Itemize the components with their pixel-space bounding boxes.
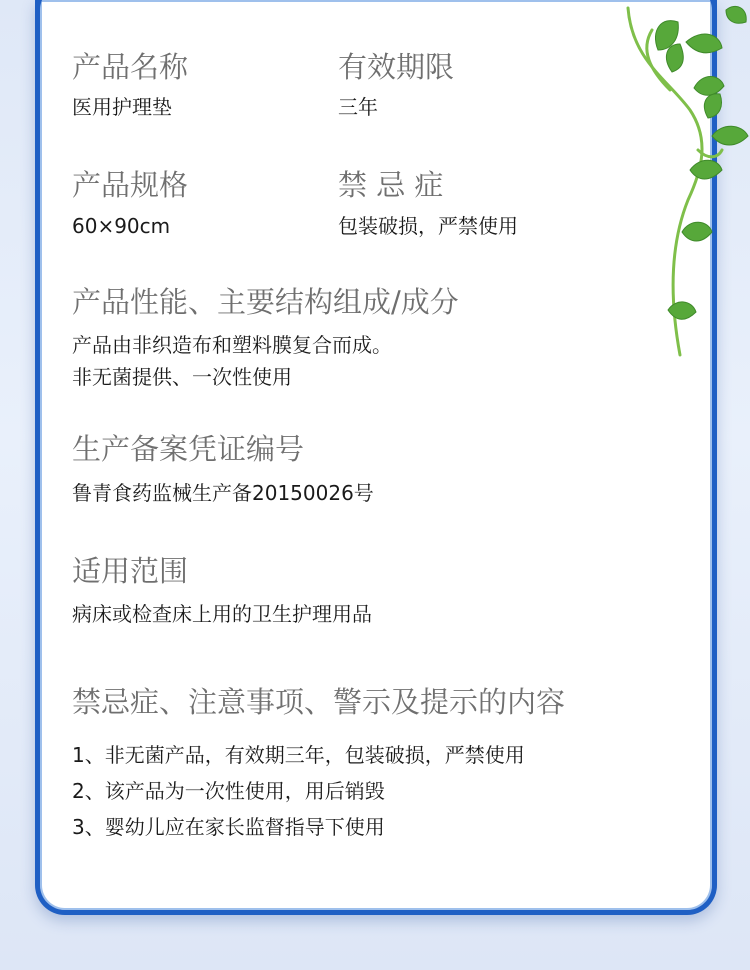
scope-heading: 适用范围 bbox=[72, 554, 189, 588]
record-heading: 生产备案凭证编号 bbox=[72, 432, 305, 466]
spec-value: 60×90cm bbox=[72, 214, 171, 238]
product-name-heading: 产品名称 bbox=[72, 50, 189, 84]
performance-line: 产品由非织造布和塑料膜复合而成。 bbox=[72, 333, 392, 357]
contraindication-value: 包装破损，严禁使用 bbox=[338, 214, 518, 238]
record-value: 鲁青食药监械生产备20150026号 bbox=[72, 481, 374, 505]
performance-heading: 产品性能、主要结构组成/成分 bbox=[72, 285, 459, 319]
validity-heading: 有效期限 bbox=[338, 50, 455, 84]
contraindication-heading: 禁 忌 症 bbox=[338, 168, 444, 202]
scope-value: 病床或检查床上用的卫生护理用品 bbox=[72, 602, 372, 626]
notes-line: 2、该产品为一次性使用，用后销毁 bbox=[72, 779, 385, 803]
product-name-value: 医用护理垫 bbox=[72, 95, 172, 119]
performance-line: 非无菌提供、一次性使用 bbox=[72, 365, 292, 389]
vine-decoration-icon bbox=[610, 0, 750, 370]
spec-heading: 产品规格 bbox=[72, 168, 189, 202]
notes-line: 1、非无菌产品，有效期三年，包装破损，严禁使用 bbox=[72, 743, 525, 767]
notes-heading: 禁忌症、注意事项、警示及提示的内容 bbox=[72, 685, 566, 719]
validity-value: 三年 bbox=[338, 95, 378, 119]
notes-line: 3、婴幼儿应在家长监督指导下使用 bbox=[72, 815, 385, 839]
